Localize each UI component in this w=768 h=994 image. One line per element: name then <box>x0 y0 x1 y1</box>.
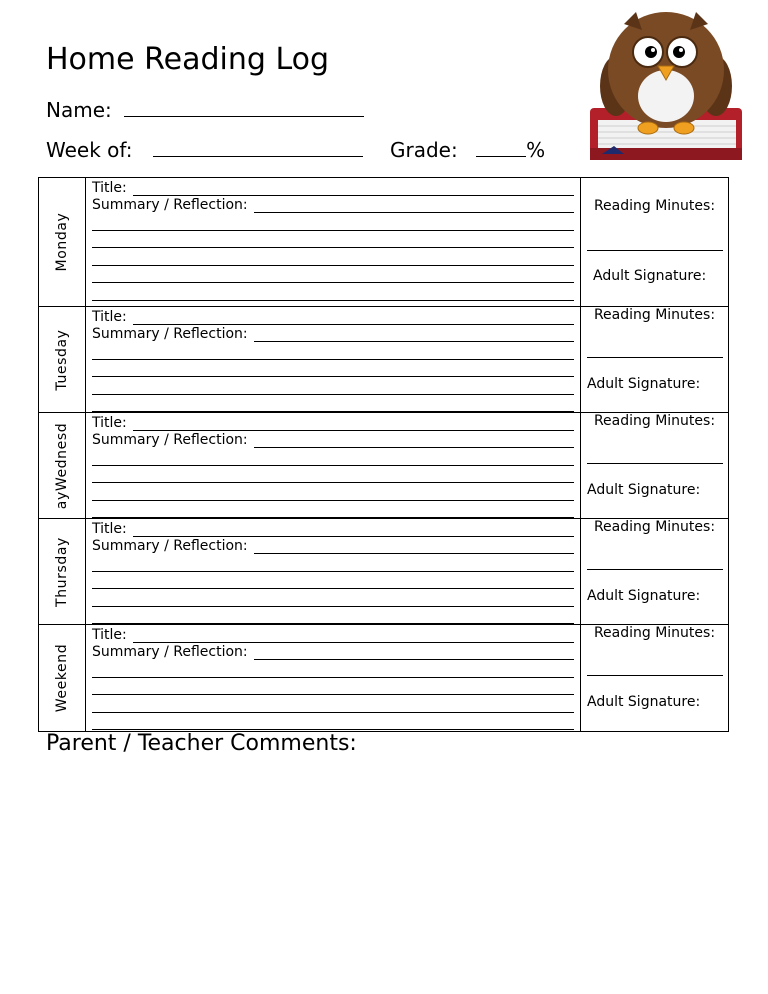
writing-line[interactable] <box>92 347 574 360</box>
adult-signature-label: Adult Signature: <box>587 482 701 498</box>
reading-minutes-label: Reading Minutes: <box>593 625 716 641</box>
day-cell <box>39 625 86 731</box>
blank-line[interactable] <box>92 283 574 301</box>
blank-line[interactable] <box>92 589 574 607</box>
blank-line[interactable] <box>92 660 574 678</box>
title-line-label: Title: <box>92 414 127 431</box>
entry-cell <box>86 625 581 731</box>
day-cell <box>39 307 86 412</box>
writing-line[interactable] <box>92 382 574 395</box>
minutes-signature-cell <box>581 625 728 731</box>
reading-minutes-line[interactable] <box>587 675 723 676</box>
day-cell <box>39 413 86 518</box>
week-blank[interactable] <box>153 136 363 157</box>
summary-line-label: Summary / Reflection: <box>92 432 248 448</box>
blank-line[interactable] <box>92 678 574 696</box>
writing-line[interactable] <box>133 524 574 537</box>
grade-field[interactable] <box>390 136 545 162</box>
entry-cell <box>86 519 581 624</box>
writing-line[interactable] <box>133 630 574 643</box>
writing-line[interactable] <box>92 559 574 572</box>
title-line-label: Title: <box>92 626 127 643</box>
adult-signature-label: Adult Signature: <box>587 376 701 392</box>
log-row <box>39 519 728 625</box>
reading-minutes-line[interactable] <box>587 463 723 464</box>
week-field[interactable] <box>46 136 363 162</box>
writing-line[interactable] <box>92 505 574 518</box>
log-row <box>39 178 728 307</box>
name-blank[interactable] <box>124 96 364 117</box>
title-line[interactable] <box>92 178 574 196</box>
writing-line[interactable] <box>92 399 574 412</box>
blank-line[interactable] <box>92 213 574 231</box>
title-line[interactable] <box>92 413 574 431</box>
summary-line-label: Summary / Reflection: <box>92 197 248 213</box>
writing-line[interactable] <box>92 270 574 283</box>
writing-line[interactable] <box>254 647 574 660</box>
title-line[interactable] <box>92 519 574 537</box>
writing-line[interactable] <box>92 665 574 678</box>
blank-line[interactable] <box>92 342 574 360</box>
writing-line[interactable] <box>92 611 574 624</box>
summary-line[interactable] <box>92 431 574 449</box>
blank-line[interactable] <box>92 395 574 413</box>
entry-cell <box>86 307 581 412</box>
title-line[interactable] <box>92 307 574 325</box>
grade-label: Grade: <box>390 138 458 162</box>
blank-line[interactable] <box>92 572 574 590</box>
blank-line[interactable] <box>92 713 574 731</box>
blank-line[interactable] <box>92 266 574 284</box>
writing-line[interactable] <box>92 364 574 377</box>
writing-line[interactable] <box>254 541 574 554</box>
name-label: Name: <box>46 98 112 122</box>
adult-signature-label: Adult Signature: <box>593 268 707 284</box>
summary-line-label: Summary / Reflection: <box>92 326 248 342</box>
writing-line[interactable] <box>92 288 574 301</box>
summary-line-label: Summary / Reflection: <box>92 644 248 660</box>
writing-line[interactable] <box>92 470 574 483</box>
writing-line[interactable] <box>133 312 574 325</box>
entry-cell <box>86 178 581 306</box>
writing-line[interactable] <box>92 453 574 466</box>
blank-line[interactable] <box>92 466 574 484</box>
summary-line[interactable] <box>92 325 574 343</box>
entry-cell <box>86 413 581 518</box>
reading-log-table <box>38 177 729 732</box>
blank-line[interactable] <box>92 554 574 572</box>
comments-label: Parent / Teacher Comments: <box>46 731 357 756</box>
writing-line[interactable] <box>133 418 574 431</box>
day-cell <box>39 519 86 624</box>
writing-line[interactable] <box>254 435 574 448</box>
summary-line[interactable] <box>92 643 574 661</box>
log-row <box>39 307 728 413</box>
title-line-label: Title: <box>92 179 127 196</box>
writing-line[interactable] <box>92 717 574 730</box>
day-label: Thursday <box>54 536 70 607</box>
reading-minutes-label: Reading Minutes: <box>593 198 716 214</box>
blank-line[interactable] <box>92 377 574 395</box>
grade-blank[interactable] <box>476 136 526 157</box>
writing-line[interactable] <box>92 682 574 695</box>
name-field[interactable] <box>46 96 364 122</box>
day-label: Monday <box>54 212 70 272</box>
writing-line[interactable] <box>133 183 574 196</box>
blank-line[interactable] <box>92 607 574 625</box>
summary-line[interactable] <box>92 537 574 555</box>
blank-line[interactable] <box>92 695 574 713</box>
summary-line[interactable] <box>92 196 574 214</box>
writing-line[interactable] <box>92 576 574 589</box>
blank-line[interactable] <box>92 360 574 378</box>
minutes-signature-cell <box>581 178 728 306</box>
writing-line[interactable] <box>254 200 574 213</box>
owl-on-book-icon <box>584 8 748 164</box>
day-label: Weekend <box>54 643 70 713</box>
title-line-label: Title: <box>92 520 127 537</box>
blank-line[interactable] <box>92 448 574 466</box>
reading-minutes-label: Reading Minutes: <box>593 307 716 323</box>
writing-line[interactable] <box>254 329 574 342</box>
adult-signature-label: Adult Signature: <box>587 588 701 604</box>
day-label: Tuesday <box>54 328 70 391</box>
blank-line[interactable] <box>92 501 574 519</box>
minutes-signature-cell <box>581 307 728 412</box>
title-line-label: Title: <box>92 308 127 325</box>
log-row <box>39 413 728 519</box>
title-line[interactable] <box>92 625 574 643</box>
writing-line[interactable] <box>92 218 574 231</box>
log-row <box>39 625 728 731</box>
adult-signature-label: Adult Signature: <box>587 694 701 710</box>
reading-minutes-line[interactable] <box>587 357 723 358</box>
writing-line[interactable] <box>92 488 574 501</box>
blank-line[interactable] <box>92 231 574 249</box>
reading-minutes-line[interactable] <box>587 250 723 251</box>
blank-line[interactable] <box>92 483 574 501</box>
writing-line[interactable] <box>92 700 574 713</box>
day-cell <box>39 178 86 306</box>
writing-line[interactable] <box>92 235 574 248</box>
blank-line[interactable] <box>92 248 574 266</box>
page-title: Home Reading Log <box>46 42 330 77</box>
minutes-signature-cell <box>581 519 728 624</box>
reading-minutes-label: Reading Minutes: <box>593 519 716 535</box>
reading-minutes-line[interactable] <box>587 569 723 570</box>
grade-suffix: % <box>526 138 546 162</box>
writing-line[interactable] <box>92 594 574 607</box>
reading-minutes-label: Reading Minutes: <box>593 413 716 429</box>
writing-line[interactable] <box>92 253 574 266</box>
summary-line-label: Summary / Reflection: <box>92 538 248 554</box>
day-label: ayWednesd <box>54 422 70 509</box>
minutes-signature-cell <box>581 413 728 518</box>
week-label: Week of: <box>46 138 133 162</box>
